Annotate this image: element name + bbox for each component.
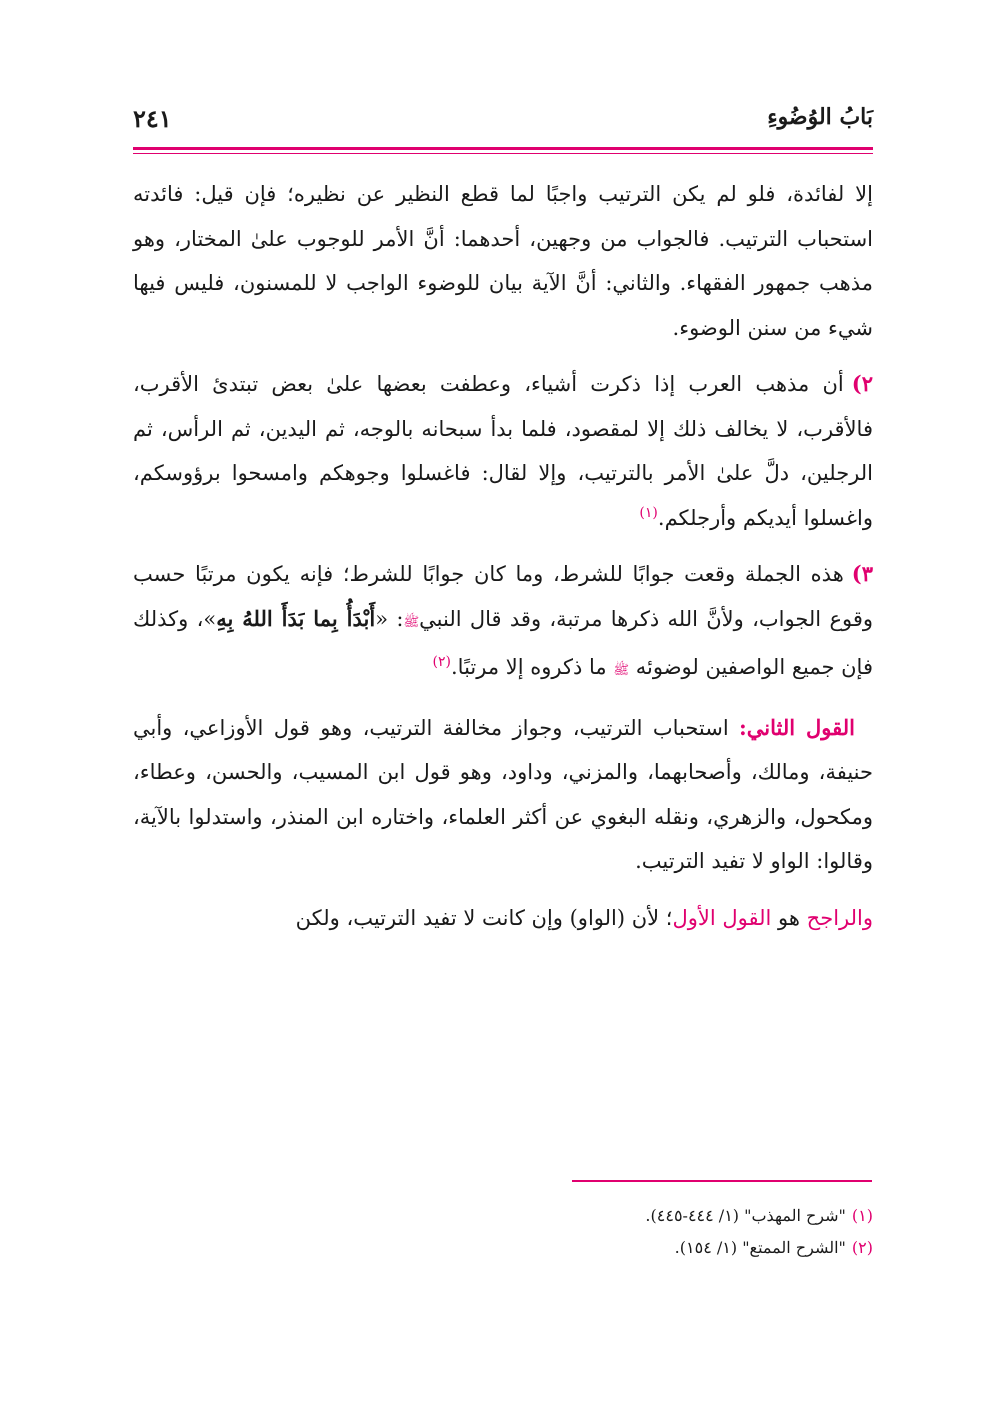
paragraph-5 — [133, 896, 873, 941]
footnote-text: "شرح المهذب" (١/ ٤٤٤-٤٤٥). — [645, 1206, 846, 1225]
paragraph-4 — [133, 706, 873, 884]
page-number: ٢٤١ — [133, 104, 172, 133]
paragraph-1 — [133, 172, 873, 350]
chapter-title: بَابُ الوُضُوءِ — [767, 104, 873, 130]
paragraph-2-text: أن مذهب العرب إذا ذكرت أشياء، وعطفت بعضها علىٰ بعض تبتدئ الأقرب، فالأقرب، لا يخالف ذلك إلا لمقصود، فلما بدأ سبحانه بالوجه، ثم اليدين، ثم الرأس، ثم الرجلين، دلَّ علىٰ الأمر بالترتيب، وإلا لقال: فاغسلوا وجوهكم وامسحوا برؤوسكم، واغسلوا أيديكم وأرجلكم. — [133, 372, 873, 530]
footnote-1 — [133, 1200, 873, 1232]
point-number-3: ٣) — [851, 561, 873, 586]
paragraph-3-text-a: هذه الجملة وقعت جوابًا للشرط، وما كان جوابًا للشرط؛ فإنه يكون مرتبًا حسب وقوع الجواب، ولأنَّ الله ذكرها مرتبة، وقد قال النبي — [133, 562, 874, 631]
footnotes — [133, 1200, 873, 1264]
honorific-glyph: ﷺ — [403, 614, 420, 630]
header-rule-thin — [133, 153, 873, 154]
footnote-2 — [133, 1232, 873, 1264]
paragraph-4-text: استحباب الترتيب، وجواز مخالفة الترتيب، وهو قول الأوزاعي، وأبي حنيفة، ومالك، وأصحابهما، والمزني، وداود، وهو قول ابن المسيب، والحسن، وعطاء، ومكحول، والزهري، ونقله البغوي عن أكثر العلماء، واختاره ابن المنذر، واستدلوا بالآية، وقالوا: الواو لا تفيد الترتيب. — [133, 715, 873, 873]
second-opinion-label: القول الثاني: — [739, 714, 855, 740]
point-number-2: ٢) — [851, 371, 873, 396]
footnote-number: (٢) — [851, 1238, 873, 1257]
footnote-separator — [572, 1180, 872, 1182]
paragraph-5-text-b: هو — [778, 905, 800, 930]
preferred-label: والراجح — [806, 905, 873, 930]
first-opinion-label: القول الأول — [672, 905, 772, 930]
paragraph-3-text-c: »، وكذلك فإن جميع الواصفين لوضوئه — [133, 606, 873, 679]
footnote-text: "الشرح الممتع" (١/ ١٥٤). — [674, 1238, 846, 1257]
running-header — [133, 100, 873, 144]
footnote-ref-1[interactable]: (١) — [639, 504, 658, 521]
paragraph-1-text: إلا لفائدة، فلو لم يكن الترتيب واجبًا لما قطع النظير عن نظيره؛ فإن قيل: فائدته استحباب الترتيب. فالجواب من وجهين، أحدهما: أنَّ الأمر للوجوب علىٰ المختار، وهو مذهب جمهور الفقهاء. والثاني: أنَّ الآية بيان للوضوء الواجب لا للمسنون، فليس فيها شيء من سنن الوضوء. — [133, 182, 873, 340]
hadith-quote: أَبْدَأُ بِما بَدَأَ اللهُ بِهِ — [216, 605, 376, 631]
paragraph-3-text-b: : « — [375, 606, 404, 631]
paragraph-2 — [133, 362, 873, 540]
paragraph-3 — [133, 552, 873, 694]
main-text — [133, 172, 873, 940]
footnote-ref-2[interactable]: (٢) — [432, 654, 451, 670]
honorific-glyph: ﷺ — [613, 663, 630, 678]
paragraph-5-text-d: ؛ لأن (الواو) وإن كانت لا تفيد الترتيب، ولكن — [295, 905, 673, 930]
footnote-number: (١) — [851, 1206, 873, 1225]
paragraph-3-text-d: ما ذكروه إلا مرتبًا. — [451, 655, 607, 679]
header-rule-thick — [133, 147, 873, 150]
